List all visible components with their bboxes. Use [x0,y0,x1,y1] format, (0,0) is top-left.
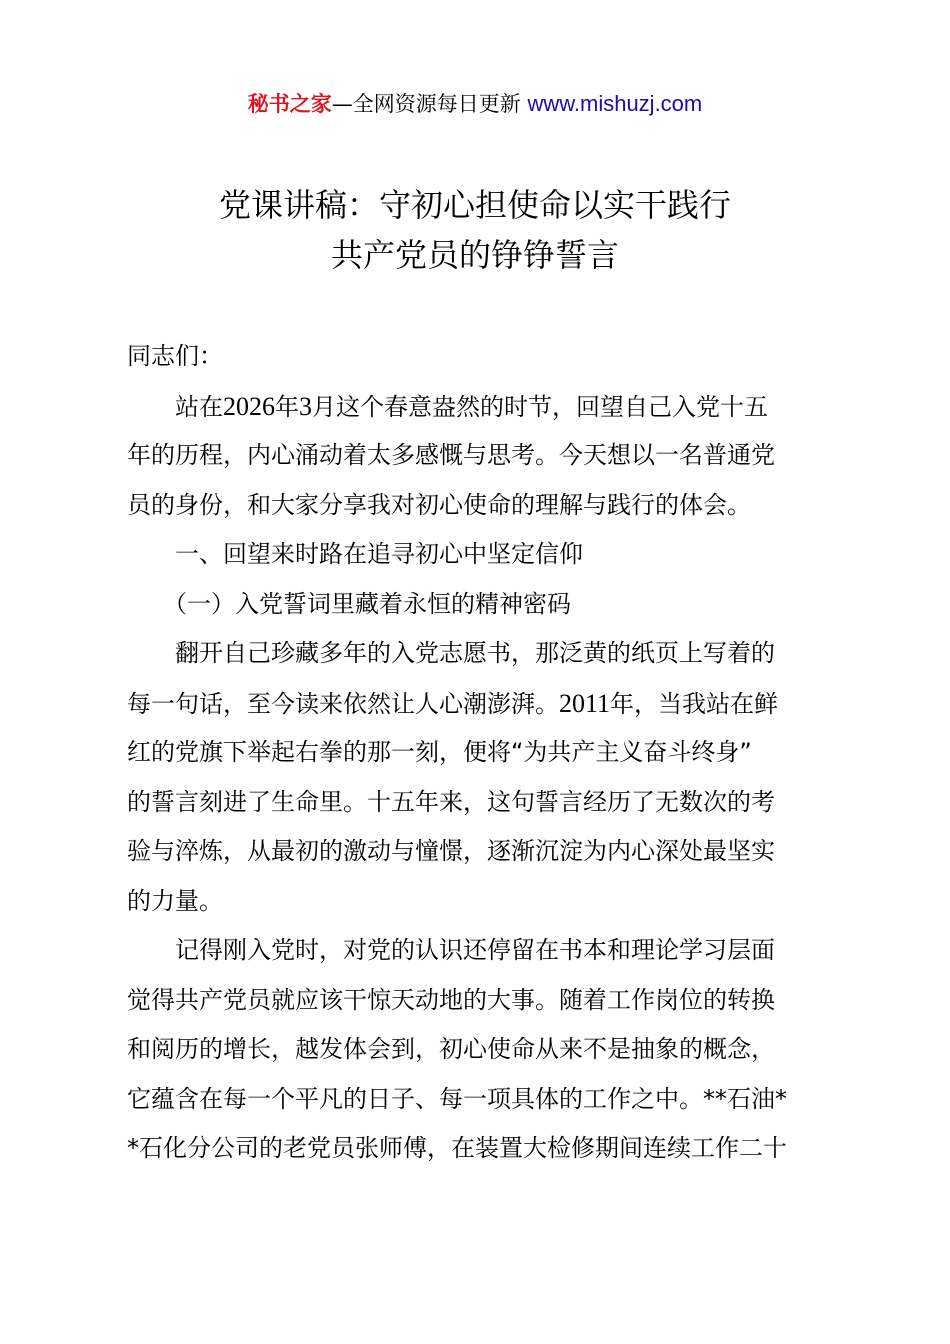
text-line-p1-l3 [127,481,837,531]
text-line-p1-l1 [127,382,837,432]
text-segment: 它蕴含在每一个平凡的日子、每一项具体的工作之中。**石油* [127,1084,787,1113]
text-segment: 的力量。 [127,886,223,915]
text-segment: 同志们： [127,342,223,370]
text-line-p3-l4 [127,1075,837,1125]
text-segment: 验与淬炼，从最初的激动与憧憬，逐渐沉淀为内心深处最坚实 [127,837,775,865]
text-line-subheading-1 [127,580,837,630]
text-segment: （一）入党誓词里藏着永恒的精神密码 [127,589,571,618]
text-segment: 记得刚入党时，对党的认识还停留在书本和理论学习层面 [127,936,775,964]
text-line-p2-l4 [127,778,837,828]
title-line-1: 党课讲稿：守初心担使命以实干践行 [218,186,731,224]
text-segment: 年，当我站在鲜 [610,689,779,718]
text-segment: 站在 [127,392,223,421]
document-title [0,180,950,280]
text-line-p3-l5 [127,1124,837,1174]
text-segment: 觉得共产党员就应该干惊天动地的大事。随着工作岗位的转换 [127,985,775,1014]
header-tagline: —全网资源每日更新 [331,92,528,116]
text-line-p2-l1 [127,629,837,679]
text-segment: 2026 [223,391,275,421]
text-segment: 的誓言刻进了生命里。十五年来，这句誓言经历了无数次的考 [127,787,775,816]
brand-name: 秘书之家 [247,92,332,116]
site-header [0,88,950,120]
text-line-p3-l3 [127,1025,837,1075]
text-line-heading-1 [127,530,837,580]
text-segment: 翻开自己珍藏多年的入党志愿书，那泛黄的纸页上写着的 [127,639,775,667]
text-line-p1-l2 [127,431,837,481]
text-segment: 年的历程，内心涌动着太多感慨与思考。今天想以一名普通党 [127,441,775,469]
document-body [127,332,837,1174]
text-segment: 月这个春意盎然的时节，回望自己入党十五 [312,392,768,421]
site-url-link[interactable]: www.mishuzj.com [527,91,703,116]
text-line-p3-l2 [127,976,837,1026]
text-line-p2-l2 [127,679,837,729]
text-segment: *石化分公司的老党员张师傅，在装置大检修期间连续工作二十 [127,1134,787,1162]
text-segment: 一、回望来时路在追寻初心中坚定信仰 [127,540,583,568]
text-segment: 和阅历的增长，越发体会到，初心使命从来不是抽象的概念， [127,1035,775,1063]
text-segment: 每一句话，至今读来依然让人心潮澎湃。 [127,689,559,718]
text-line-p2-l3 [127,728,837,778]
text-segment: 员的身份，和大家分享我对初心使命的理解与践行的体会。 [127,490,751,519]
title-line-2: 共产党员的铮铮誓言 [330,236,619,274]
text-line-p2-l5 [127,827,837,877]
text-segment: 红的党旗下举起右拳的那一刻，便将“为共产主义奋斗终身” [127,738,752,766]
text-line-p2-l6 [127,877,837,927]
text-segment: 3 [299,391,312,421]
text-segment: 2011 [559,688,611,718]
text-line-salutation [127,332,837,382]
text-segment: 年 [275,392,299,421]
text-line-p3-l1 [127,926,837,976]
